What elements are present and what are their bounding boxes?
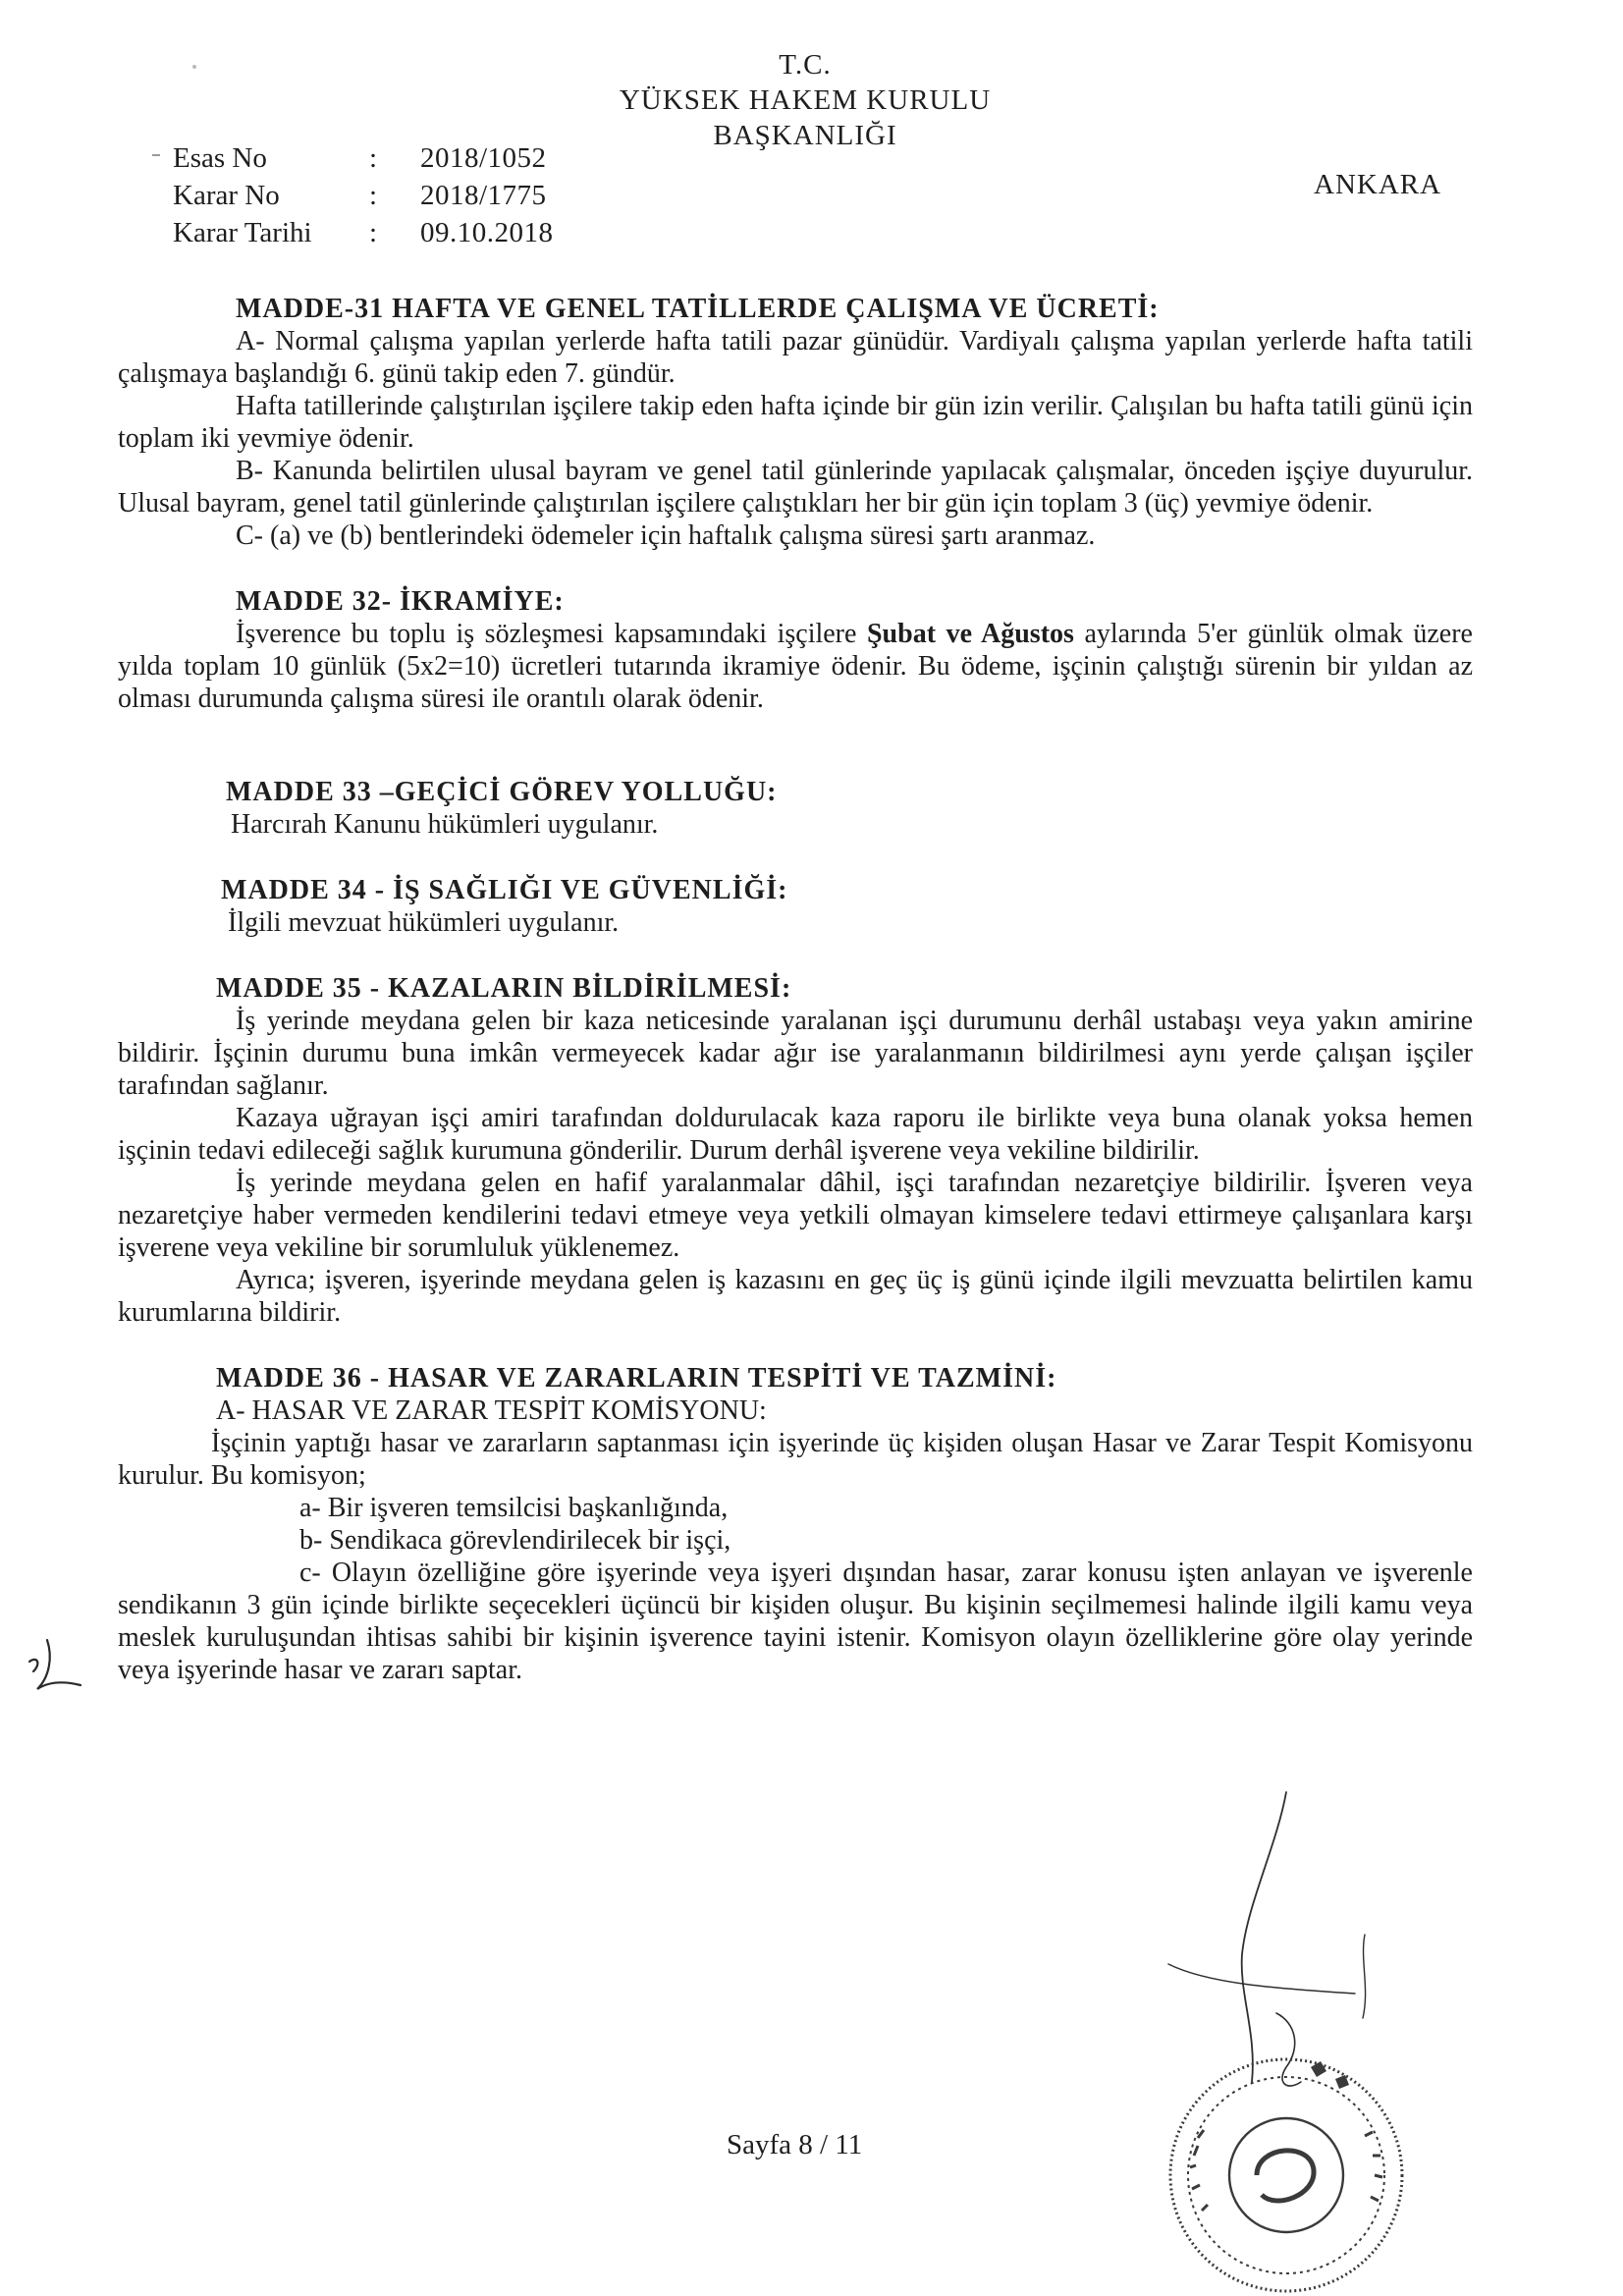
meta-colon: : — [369, 217, 378, 248]
case-meta — [173, 139, 554, 251]
article-35-para-3: İş yerinde meydana gelen en hafif yaralanmalar dâhil, işçi tarafından nezaretçiye bildirilir. İşveren veya nezaretçiye haber vermeden kendilerini tedavi etmeye veya yetkili olmayan kimselere tedavi ettirmeye çalışanlara karşı işverene veya vekiline bir sorumluluk yüklenemez. — [118, 1168, 1473, 1263]
tarih-value: 09.10.2018 — [420, 217, 554, 248]
article-33-para: Harcırah Kanunu hükümleri uygulanır. — [231, 809, 659, 840]
header-line-tc: T.C. — [779, 49, 832, 81]
article-36-para-1: İşçinin yaptığı hasar ve zararların saptanması için işyerinde üç kişiden oluşan Hasar ve Zarar Tespit Komisyonu kurulur. Bu komisyon; — [118, 1428, 1473, 1491]
esas-label: Esas No — [173, 142, 267, 174]
article-36-item-c: c- Olayın özelliğine göre işyerinde veya işyeri dışından hasar, zarar konusu işten anlayan ve işverenle sendikanın 3 gün içinde birlikte seçecekleri üçüncü bir kişiden oluşur. Bu kişinin seçilmemesi halinde ilgili kamu veya meslek kuruluşundan ihtisas sahibi bir kişinin işverence tayini istenir. Komisyon olayın özelliklerine göre olay yerinde veya işyerinde hasar ve zararı saptar. — [118, 1558, 1473, 1685]
article-32-text-end: aylarında 5'er günlük olmak üzere yılda toplam 10 günlük (5x2=10) ücretleri tutarında ikramiye ödenir. Bu ödeme, işçinin çalıştığı sürenin bir yıldan az olması durumunda çalışma süresi ile orantılı olarak ödenir. — [118, 619, 1473, 714]
scan-mark — [152, 154, 160, 156]
article-32-text-start: İşverence bu toplu iş sözleşmesi kapsamındaki işçilere — [236, 619, 867, 649]
article-34-para: İlgili mevzuat hükümleri uygulanır. — [228, 907, 620, 938]
article-35-para-4: Ayrıca; işveren, işyerinde meydana gelen iş kazasını en geç üç iş günü içinde ilgili mevzuatta belirtilen kamu kurumlarına bildirir. — [118, 1265, 1473, 1328]
header-line-baskanlik: BAŞKANLIĞI — [713, 120, 897, 151]
page-number-footer: Sayfa 8 / 11 — [727, 2129, 863, 2160]
meta-colon: : — [369, 142, 378, 174]
institution-header — [550, 47, 1060, 153]
article-36-title: MADDE 36 - HASAR VE ZARARLARIN TESPİTİ VE TAZMİNİ: — [216, 1363, 1057, 1394]
scan-speck — [192, 65, 196, 69]
article-33-title: MADDE 33 –GEÇİCİ GÖREV YOLLUĞU: — [226, 777, 778, 807]
tarih-label: Karar Tarihi — [173, 217, 312, 248]
header-line-kurul: YÜKSEK HAKEM KURULU — [619, 84, 992, 116]
article-32-title: MADDE 32- İKRAMİYE: — [236, 586, 565, 617]
article-34-title: MADDE 34 - İŞ SAĞLIĞI VE GÜVENLİĞİ: — [221, 875, 788, 905]
article-36-item-b: b- Sendikaca görevlendirilecek bir işçi, — [299, 1525, 731, 1556]
article-31-title: MADDE-31 HAFTA VE GENEL TATİLLERDE ÇALIŞMA VE ÜCRETİ: — [236, 294, 1160, 324]
meta-row-esas — [173, 139, 554, 177]
document-body — [118, 293, 1473, 1686]
karar-value: 2018/1775 — [420, 180, 547, 211]
article-32-para — [118, 618, 1473, 715]
article-35-para-2: Kazaya uğrayan işçi amiri tarafından doldurulacak kaza raporu ile birlikte veya buna olanak yoksa hemen işçinin tedavi edileceği sağlık kurumuna gönderilir. Durum derhâl işverene veya vekiline bildirilir. — [118, 1103, 1473, 1166]
article-32-months: Şubat ve Ağustos — [866, 619, 1074, 649]
article-36-item-a: a- Bir işveren temsilcisi başkanlığında, — [299, 1493, 729, 1523]
official-seal-stamp — [1139, 2028, 1434, 2296]
esas-value: 2018/1052 — [420, 142, 547, 174]
handwritten-initial-mark — [20, 1620, 88, 1699]
article-31-para-a2: Hafta tatillerinde çalıştırılan işçilere takip eden hafta içinde bir gün izin verilir. Çalışılan bu hafta tatili günü için toplam iki yevmiye ödenir. — [118, 391, 1473, 454]
meta-row-karar — [173, 177, 554, 214]
article-35-title: MADDE 35 - KAZALARIN BİLDİRİLMESİ: — [216, 973, 792, 1004]
article-31-para-c: C- (a) ve (b) bentlerindeki ödemeler için haftalık çalışma süresi şartı aranmaz. — [236, 520, 1096, 551]
karar-label: Karar No — [173, 180, 280, 211]
city-label: ANKARA — [1314, 169, 1442, 200]
article-35-para-1: İş yerinde meydana gelen bir kaza neticesinde yaralanan işçi durumunu derhâl ustabaşı veya yakın amirine bildirir. İşçinin durumu buna imkân vermeyecek kadar ağır ise yaralanmanın bildirilmesi aynı yerde çalışan işçiler tarafından sağlanır. — [118, 1006, 1473, 1101]
article-36-subtitle: A- HASAR VE ZARAR TESPİT KOMİSYONU: — [216, 1395, 767, 1426]
meta-row-tarih — [173, 214, 554, 251]
meta-colon: : — [369, 180, 378, 211]
article-31-para-b: B- Kanunda belirtilen ulusal bayram ve genel tatil günlerinde yapılacak çalışmalar, önceden işçiye duyurulur. Ulusal bayram, genel tatil günlerinde çalıştırılan işçilere çalıştıkları her bir gün için toplam 3 (üç) yevmiye ödenir. — [118, 456, 1473, 519]
article-31-para-a: A- Normal çalışma yapılan yerlerde hafta tatili pazar günüdür. Vardiyalı çalışma yapılan yerlerde hafta tatili çalışmaya başlandığı 6. günü takip eden 7. gündür. — [118, 326, 1473, 389]
